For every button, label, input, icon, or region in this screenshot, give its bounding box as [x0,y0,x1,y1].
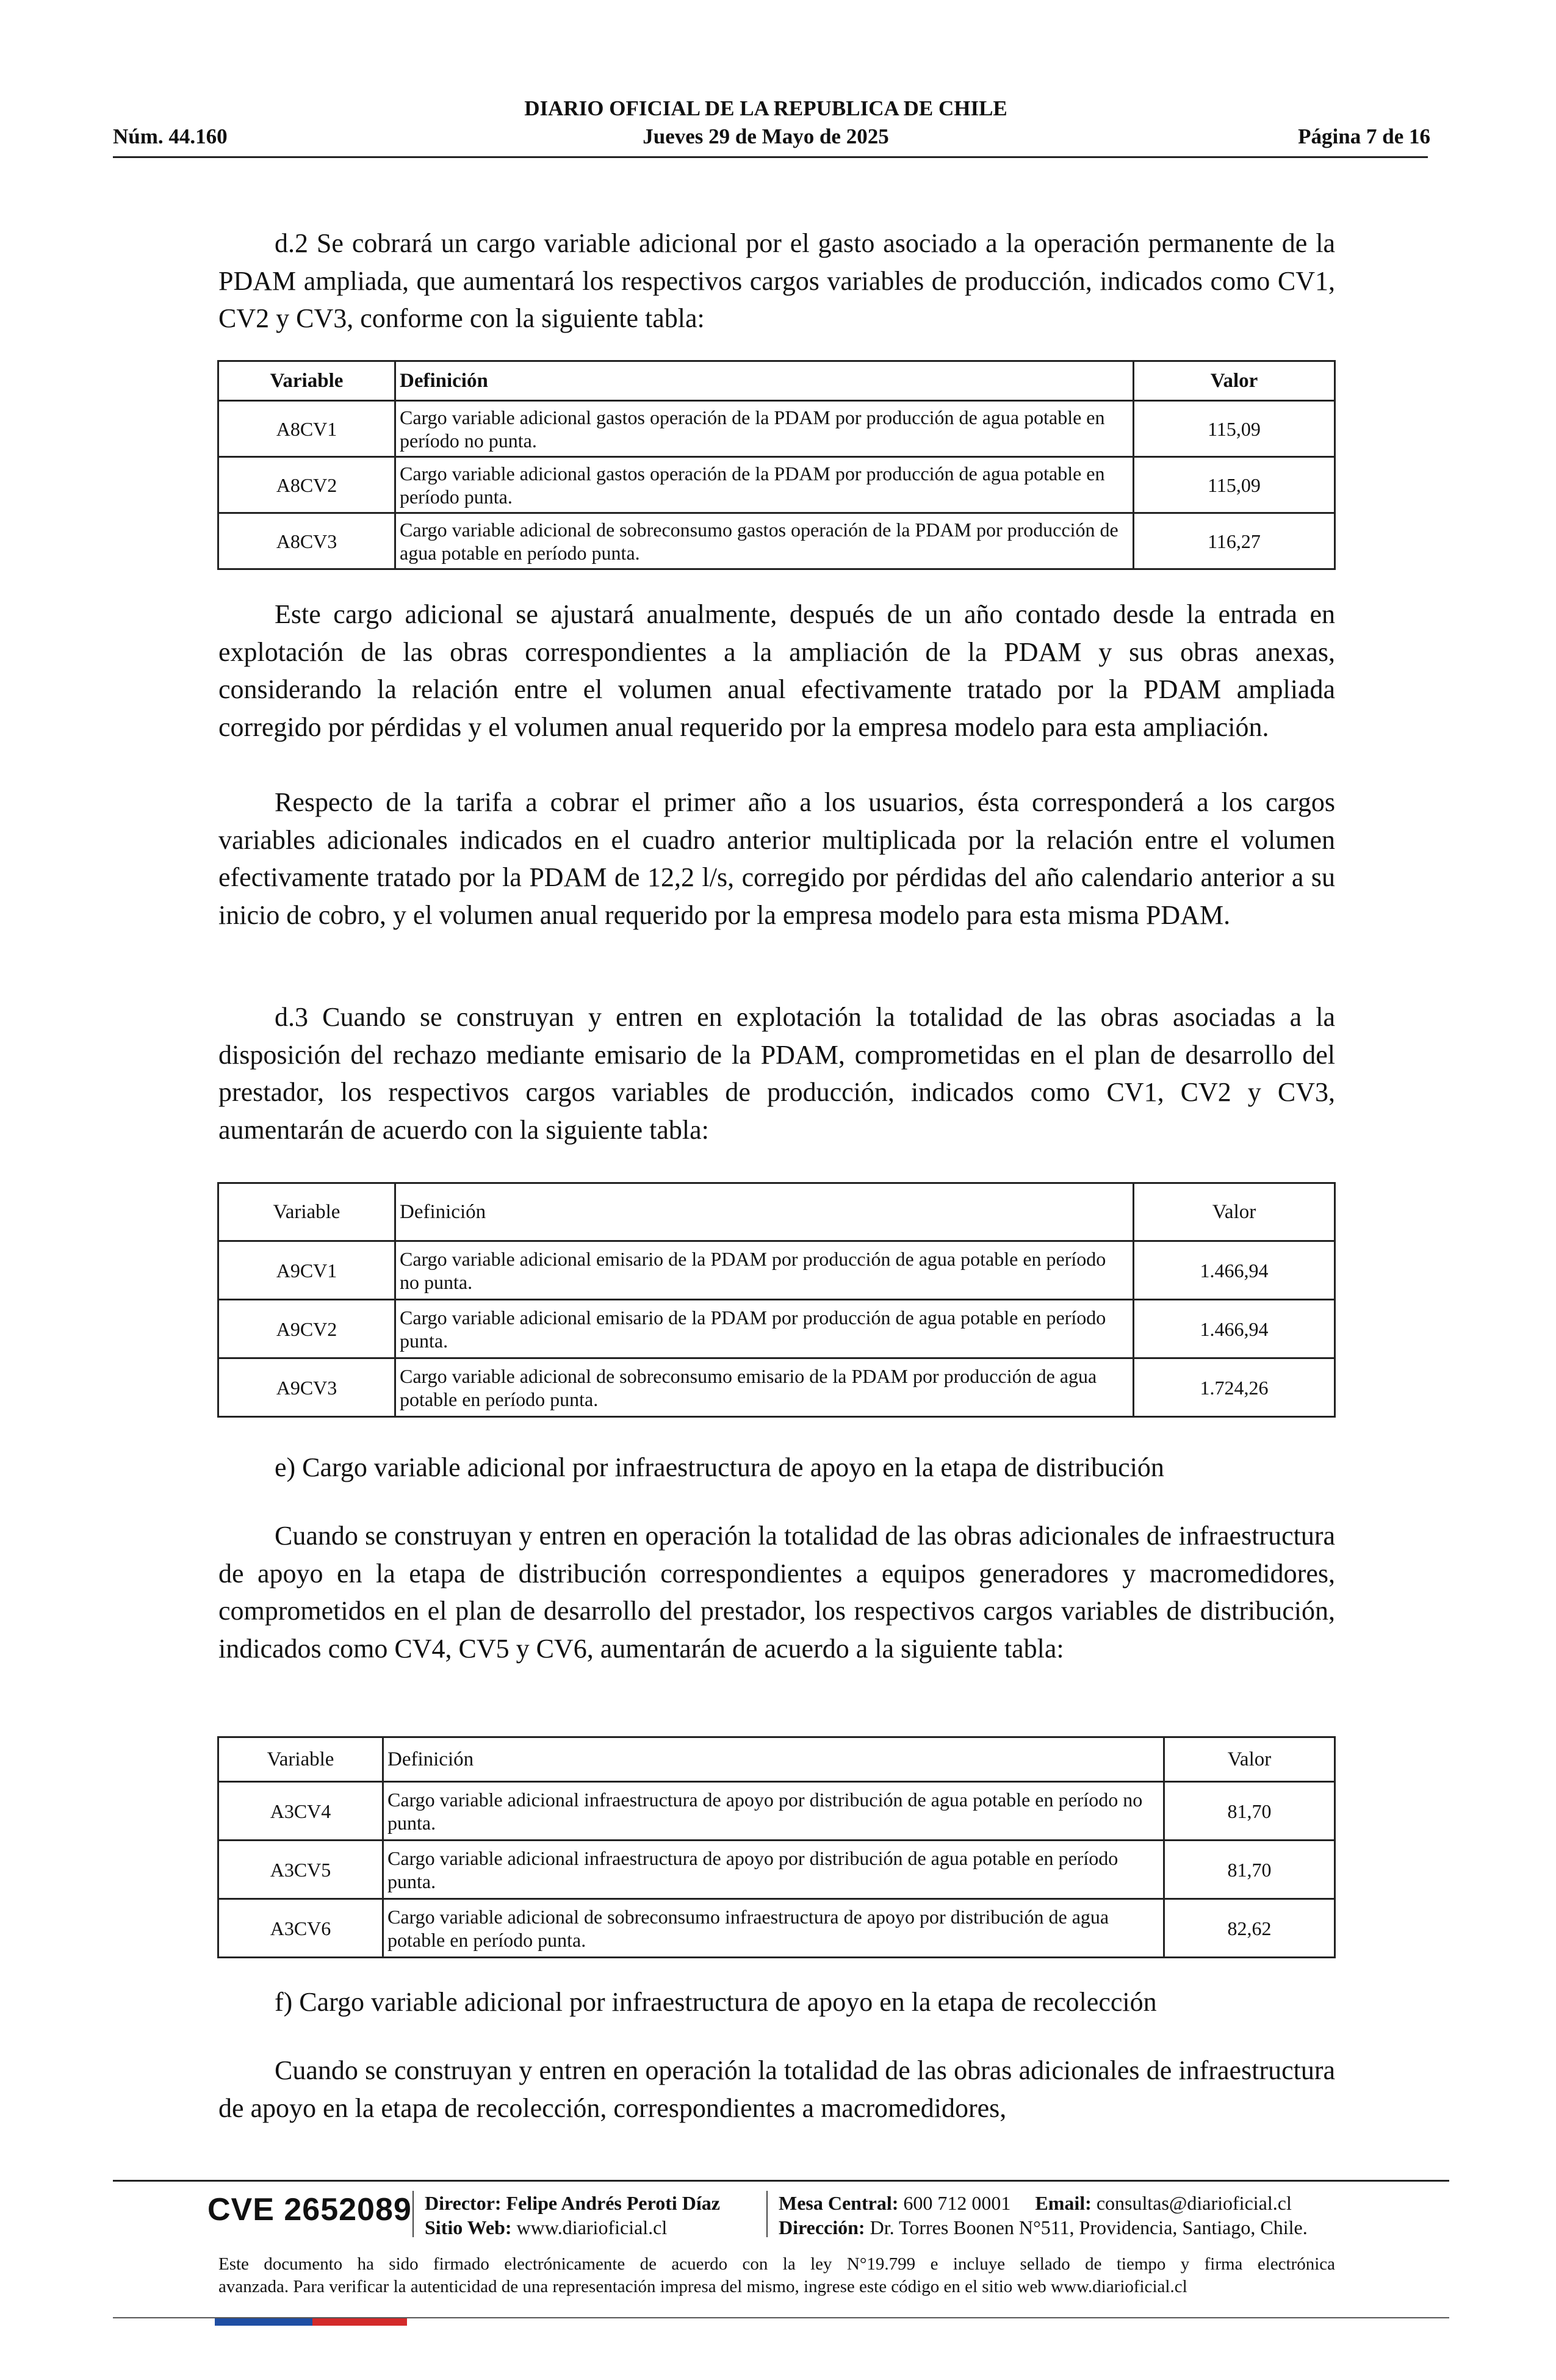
header-value: Valor [1164,1737,1335,1782]
paragraph-adjust-text: Este cargo adicional se ajustará anualmente, después de un año contado desde la entrada en explotación de las obras correspondientes a la ampliación de la PDAM y sus obras anexas, considerando la relación entre el volumen anual efectivamente tratado por la PDAM ampliada corregido por pérdidas y el volumen anual requerido por la empresa modelo para esta ampliación. [218,599,1335,742]
paragraph-d3 [218,998,1335,1149]
cell-variable: A9CV3 [218,1358,395,1417]
header-definition: Definición [395,361,1134,401]
paragraph-first-year-text: Respecto de la tarifa a cobrar el primer año a los usuarios, ésta corresponderá a los cargos variables adicionales indicados en el cuadro anterior multiplicada por la relación entre el volumen efectivamente tratado por la PDAM de 12,2 l/s, corregido por pérdidas del año calendario anterior a su inicio de cobro, y el volumen anual requerido por la empresa modelo para esta misma PDAM. [218,787,1335,930]
cve-code: CVE 2652089 [207,2192,412,2227]
table-row [218,401,1335,457]
footer-address [779,2215,1308,2240]
cell-variable: A8CV3 [218,513,395,569]
header-variable: Variable [218,1183,395,1241]
cell-definition: Cargo variable adicional emisario de la PDAM por producción de agua potable en período no punta. [395,1241,1134,1300]
header-variable: Variable [218,1737,383,1782]
cell-variable: A9CV2 [218,1300,395,1358]
flag-stripe-blue [215,2318,312,2326]
cell-definition: Cargo variable adicional infraestructura de apoyo por distribución de agua potable en período punta. [383,1841,1164,1899]
site-label: Sitio Web: [425,2216,512,2238]
cell-variable: A8CV2 [218,457,395,513]
table-a3 [217,1736,1336,1958]
cell-value: 1.466,94 [1134,1300,1335,1358]
footer-rule [113,2180,1449,2182]
publication-date: Jueves 29 de Mayo de 2025 [643,124,889,148]
legal-notice-line1: Este documento ha sido firmado electrónicamente de acuerdo con la ley N°19.799 e incluye sellado de tiempo y firma electrónica [218,2254,1335,2274]
director-label: Director: [425,2192,502,2214]
cell-value: 1.466,94 [1134,1241,1335,1300]
paragraph-f [218,2052,1335,2127]
director-name: Felipe Andrés Peroti Díaz [506,2192,720,2214]
table-a9 [217,1182,1336,1418]
address-text: Dr. Torres Boonen N°511, Providencia, Santiago, Chile. [870,2216,1308,2238]
cell-variable: A9CV1 [218,1241,395,1300]
cell-definition: Cargo variable adicional de sobreconsumo emisario de la PDAM por producción de agua potable en período punta. [395,1358,1134,1417]
cell-value: 82,62 [1164,1899,1335,1958]
cell-value: 115,09 [1134,401,1335,457]
heading-f: f) Cargo variable adicional por infraestructura de apoyo en la etapa de recolección [275,1987,1157,2017]
cell-definition: Cargo variable adicional de sobreconsumo infraestructura de apoyo por distribución de agua potable en período punta. [383,1899,1164,1958]
cell-definition: Cargo variable adicional infraestructura de apoyo por distribución de agua potable en período no punta. [383,1782,1164,1841]
header-value: Valor [1134,361,1335,401]
flag-stripe-red [312,2318,407,2326]
cell-definition: Cargo variable adicional emisario de la PDAM por producción de agua potable en período punta. [395,1300,1134,1358]
cell-variable: A3CV5 [218,1841,383,1899]
paragraph-first-year [218,784,1335,934]
table-row [218,1782,1335,1841]
footer-separator [766,2191,768,2237]
email-link[interactable]: consultas@diarioficial.cl [1096,2192,1292,2214]
table-row [218,1358,1335,1417]
cell-value: 116,27 [1134,513,1335,569]
footer-site [425,2215,667,2240]
footer-phone [779,2191,1292,2215]
table-row [218,1300,1335,1358]
table-header-row [218,1737,1335,1782]
phone-number: 600 712 0001 [903,2192,1011,2214]
heading-e: e) Cargo variable adicional por infraestructura de apoyo en la etapa de distribución [275,1452,1164,1482]
cell-value: 81,70 [1164,1782,1335,1841]
table-row [218,457,1335,513]
table-row [218,1241,1335,1300]
header-definition: Definición [395,1183,1134,1241]
address-label: Dirección: [779,2216,865,2238]
header-variable: Variable [218,361,395,401]
phone-label: Mesa Central: [779,2192,899,2214]
paragraph-adjust [218,596,1335,746]
cell-variable: A3CV4 [218,1782,383,1841]
site-link[interactable]: www.diarioficial.cl [516,2216,668,2238]
cell-definition: Cargo variable adicional gastos operación de la PDAM por producción de agua potable en período no punta. [395,401,1134,457]
footer-director [425,2191,720,2215]
cell-variable: A3CV6 [218,1899,383,1958]
paragraph-d2 [218,225,1335,337]
cell-value: 1.724,26 [1134,1358,1335,1417]
cell-definition: Cargo variable adicional de sobreconsumo gastos operación de la PDAM por producción de agua potable en período punta. [395,513,1134,569]
paragraph-f-text: Cuando se construyan y entren en operación la totalidad de las obras adicionales de infraestructura de apoyo en la etapa de recolección, correspondientes a macromedidores, [218,2055,1335,2123]
cell-variable: A8CV1 [218,401,395,457]
table-a8 [217,360,1336,570]
header-rule [113,156,1428,158]
table-header-row [218,1183,1335,1241]
paragraph-e [218,1517,1335,1667]
issue-number: Núm. 44.160 [113,124,228,148]
email-label: Email: [1035,2192,1092,2214]
header-definition: Definición [383,1737,1164,1782]
paragraph-e-text: Cuando se construyan y entren en operación la totalidad de las obras adicionales de infraestructura de apoyo en la etapa de distribución correspondientes a equipos generadores y macromedidores, comprometidos en el plan de desarrollo del prestador, los respectivos cargos variables de distribución, indicados como CV4, CV5 y CV6, aumentarán de acuerdo a la siguiente tabla: [218,1521,1335,1664]
publication-title: DIARIO OFICIAL DE LA REPUBLICA DE CHILE [524,96,1007,120]
legal-notice-line2: avanzada. Para verificar la autenticidad de una representación impresa del mismo, ingrese este código en el sitio web www.diarioficial.cl [218,2277,1187,2296]
cell-value: 81,70 [1164,1841,1335,1899]
table-row [218,1899,1335,1958]
cell-definition: Cargo variable adicional gastos operación de la PDAM por producción de agua potable en período punta. [395,457,1134,513]
footer-separator [412,2191,414,2237]
paragraph-d3-text: d.3 Cuando se construyan y entren en explotación la totalidad de las obras asociadas a la disposición del rechazo mediante emisario de la PDAM, comprometidas en el plan de desarrollo del prestador, los respectivos cargos variables de producción, indicados como CV1, CV2 y CV3, aumentarán de acuerdo con la siguiente tabla: [218,1002,1335,1145]
table-row [218,1841,1335,1899]
cell-value: 115,09 [1134,457,1335,513]
page-number: Página 7 de 16 [1298,124,1430,148]
table-row [218,513,1335,569]
header-value: Valor [1134,1183,1335,1241]
table-header-row [218,361,1335,401]
paragraph-d2-text: d.2 Se cobrará un cargo variable adicional por el gasto asociado a la operación permanente de la PDAM ampliada, que aumentará los respectivos cargos variables de producción, indicados como CV1, CV2 y CV3, conforme con la siguiente tabla: [218,228,1335,333]
